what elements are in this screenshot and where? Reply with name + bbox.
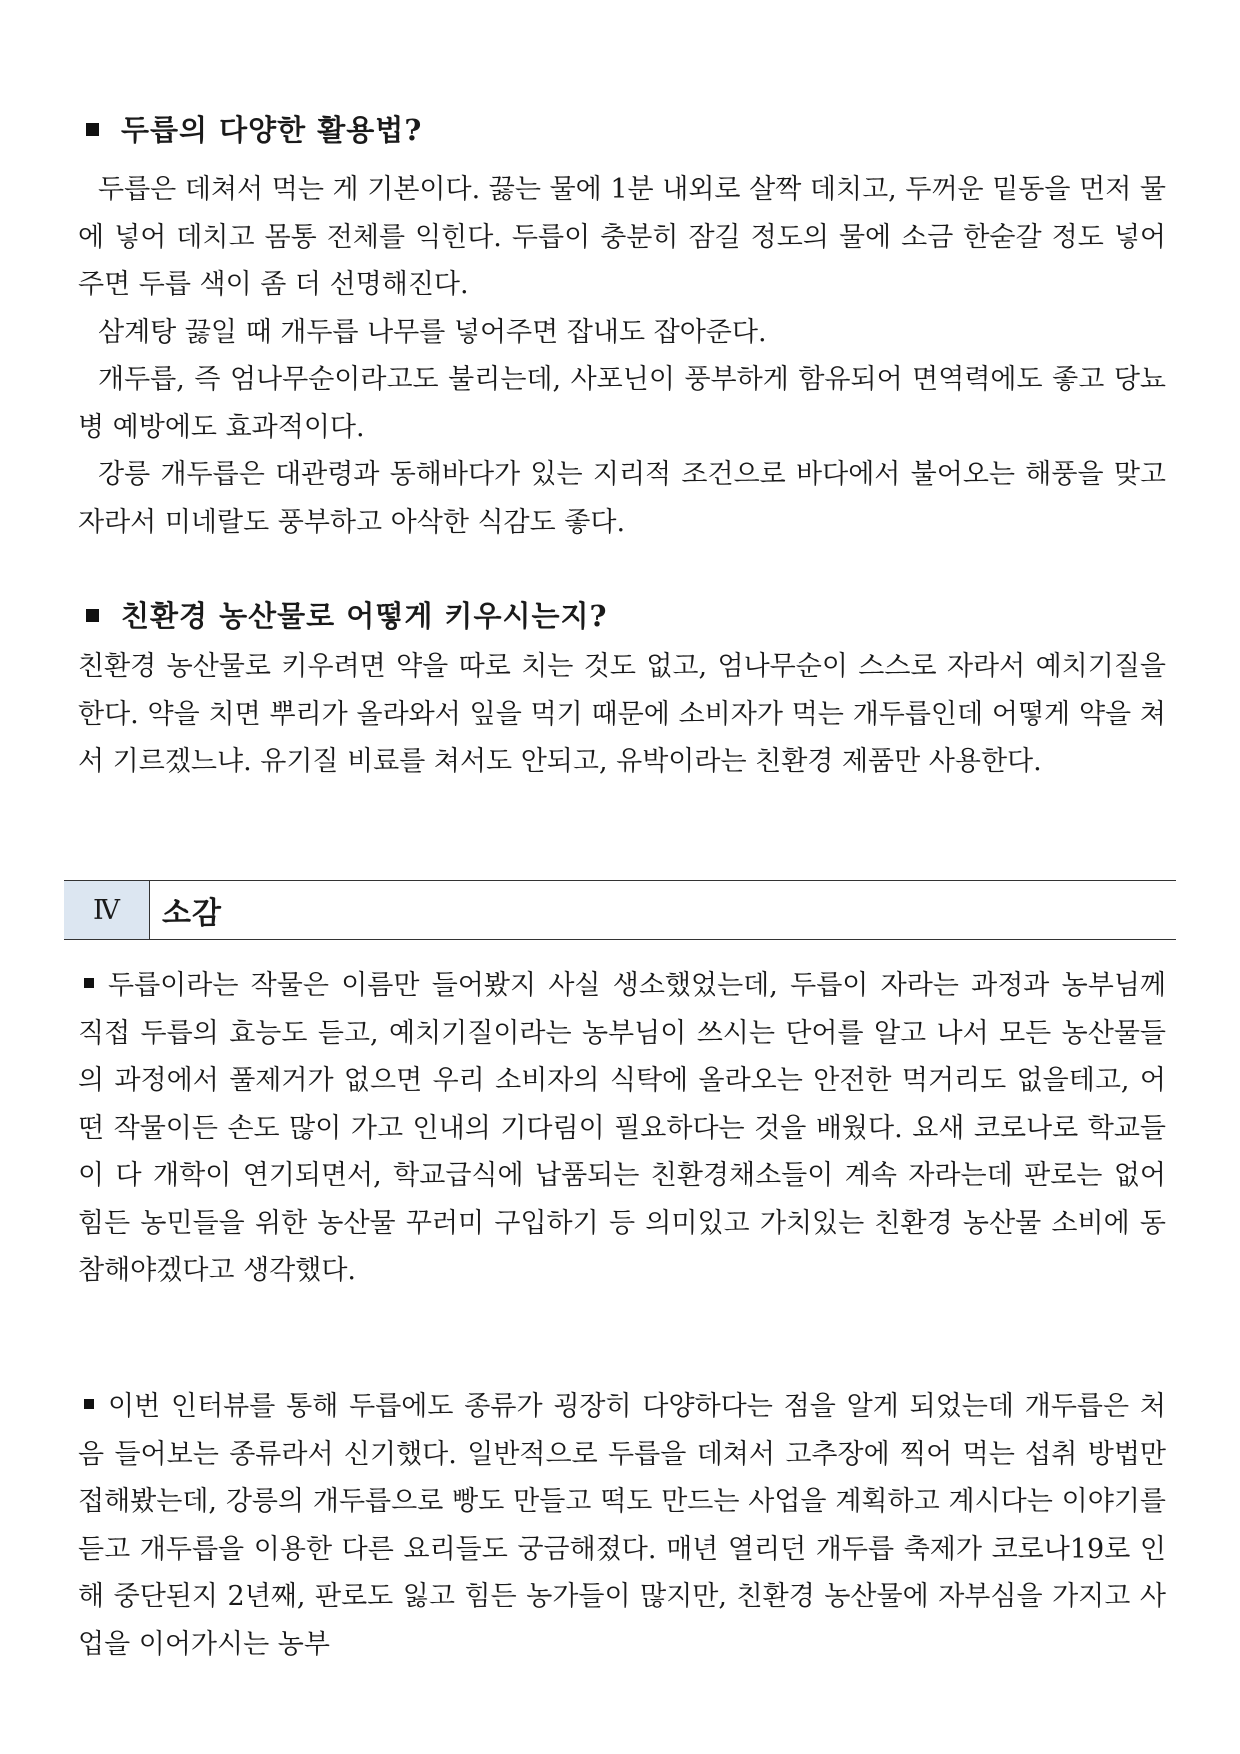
square-bullet-icon [86, 123, 99, 136]
reflection-paragraph [78, 962, 1166, 1295]
reflection-text: 이번 인터뷰를 통해 두릅에도 종류가 굉장히 다양하다는 점을 알게 되었는데 개두릅은 처음 들어보는 종류라서 신기했다. 일반적으로 두릅을 데쳐서 고추장에 찍어 먹는 섭취 방법만 접해봤는데, 강릉의 개두릅으로 빵도 만들고 떡도 만드는 사업을 계획하고 계시다는 이야기를 듣고 개두릅을 이용한 다른 요리들도 궁금해졌다. 매년 열리던 개두릅 축제가 코로나19로 인해 중단된지 2년째, 판로도 잃고 힘든 농가들이 많지만, 친환경 농산물에 자부심을 가지고 사업을 이어가시는 농부 [78, 1391, 1166, 1660]
heading-text: 두릅의 다양한 활용법? [121, 113, 423, 147]
eco-paragraph: 친환경 농산물로 키우려면 약을 따로 치는 것도 없고, 엄나무순이 스스로 자라서 예치기질을 한다. 약을 치면 뿌리가 올라와서 잎을 먹기 때문에 소비자가 먹는 개두릅인데 어떻게 약을 쳐서 기르겠느냐. 유기질 비료를 쳐서도 안되고, 유박이라는 친환경 제품만 사용한다. [78, 651, 1166, 777]
usage-paragraph: 삼계탕 끓일 때 개두릅 나무를 넣어주면 잡내도 잡아준다. [98, 316, 767, 348]
usage-body [78, 166, 1166, 546]
usage-paragraph: 두릅은 데쳐서 먹는 게 기본이다. 끓는 물에 1분 내외로 살짝 데치고, 두꺼운 밑동을 먼저 물에 넣어 데치고 몸통 전체를 익힌다. 두릅이 충분히 잠길 정도의 물에 소금 한숟갈 정도 넣어주면 두릅 색이 좀 더 선명해진다. [78, 174, 1166, 300]
section-heading-eco [86, 594, 608, 635]
square-bullet-icon [84, 1399, 94, 1409]
usage-paragraph: 개두릅, 즉 엄나무순이라고도 불리는데, 사포닌이 풍부하게 함유되어 면역력에도 좋고 당뇨병 예방에도 효과적이다. [78, 364, 1166, 443]
eco-body [78, 643, 1166, 786]
reflection-body-1 [78, 962, 1166, 1295]
reflection-paragraph [78, 1383, 1166, 1668]
section-4-header [64, 880, 1176, 940]
usage-paragraph: 강릉 개두릅은 대관령과 동해바다가 있는 지리적 조건으로 바다에서 불어오는 해풍을 맞고 자라서 미네랄도 풍부하고 아삭한 식감도 좋다. [78, 459, 1166, 538]
square-bullet-icon [86, 609, 99, 622]
section-number: Ⅳ [64, 881, 150, 939]
section-title: 소감 [162, 896, 222, 931]
section-heading-usage [86, 108, 422, 149]
heading-text: 친환경 농산물로 어떻게 키우시는지? [121, 599, 608, 633]
reflection-text: 두릅이라는 작물은 이름만 들어봤지 사실 생소했었는데, 두릅이 자라는 과정과 농부님께 직접 두릅의 효능도 듣고, 예치기질이라는 농부님이 쓰시는 단어를 알고 나서 모든 농산물들의 과정에서 풀제거가 없으면 우리 소비자의 식탁에 올라오는 안전한 먹거리도 없을테고, 어떤 작물이든 손도 많이 가고 인내의 기다림이 필요하다는 것을 배웠다. 요새 코로나로 학교들이 다 개학이 연기되면서, 학교급식에 납품되는 친환경채소들이 계속 자라는데 판로는 없어 힘든 농민들을 위한 농산물 꾸러미 구입하기 등 의미있고 가치있는 친환경 농산물 소비에 동참해야겠다고 생각했다. [78, 970, 1166, 1286]
reflection-body-2 [78, 1383, 1166, 1668]
square-bullet-icon [84, 978, 94, 988]
